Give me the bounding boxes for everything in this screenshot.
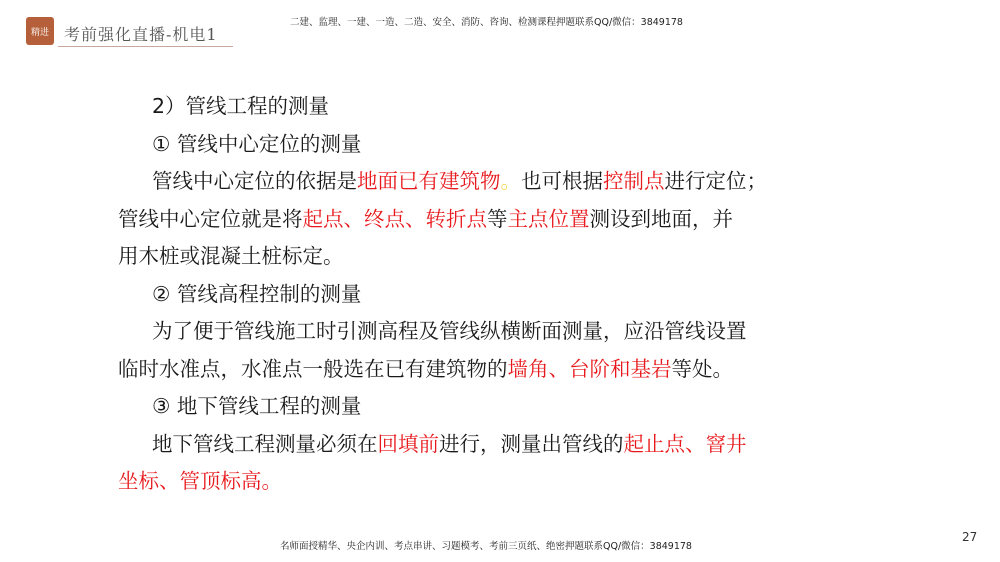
header-divider: [58, 46, 233, 47]
brand-logo: [26, 17, 54, 45]
slide-body: [118, 88, 818, 501]
text-run: 测设到地面，并: [589, 206, 733, 231]
page-number: 27: [962, 530, 978, 544]
text-run: 管线中心定位就是将: [118, 206, 303, 231]
highlight-text: 起止点、窨井: [623, 431, 747, 456]
paragraph-line: [118, 201, 818, 239]
text-run: 。: [500, 169, 521, 193]
highlight-text: 起点、终点、转折点: [302, 206, 487, 231]
text-run: 进行，测量出管线的: [439, 431, 624, 456]
subsection-heading-underground: ③ 地下管线工程的测量: [152, 394, 362, 418]
highlight-text: 主点位置: [507, 206, 590, 231]
subsection-heading-elevation-control: ② 管线高程控制的测量: [152, 281, 362, 306]
text-run: 管线中心定位的依据是: [152, 169, 357, 193]
text-run: 地下管线工程测量必须在: [152, 431, 378, 456]
course-title: 考前强化直播-机电1: [64, 25, 218, 44]
section-heading: 2）管线工程的测量: [152, 94, 330, 118]
highlight-text: 墙角、台阶和基岩: [507, 356, 672, 381]
highlight-text: 控制点: [603, 169, 665, 193]
text-run: 临时水准点，水准点一般选在已有建筑物的: [118, 356, 508, 381]
logo-text: 精进: [30, 27, 49, 38]
paragraph-line: [118, 351, 818, 389]
subsection-heading-center-positioning: ① 管线中心定位的测量: [152, 131, 362, 156]
text-run: 等处。: [671, 356, 733, 381]
paragraph-line: 用木桩或混凝土桩标定。: [118, 244, 344, 268]
highlight-text: 地面已有建筑物: [357, 169, 501, 193]
paragraph-line: 为了便于管线施工时引测高程及管线纵横断面测量，应沿管线设置: [152, 319, 747, 343]
text-run: 也可根据: [521, 169, 603, 193]
text-run: 等: [487, 206, 508, 231]
highlight-text: 回填前: [377, 431, 439, 456]
paragraph-line: [118, 426, 818, 464]
text-run: 进行定位；: [664, 169, 767, 193]
bottom-contact-notice: 名师面授精华、央企内训、考点串讲、习题模考、考前三页纸、绝密押题联系QQ/微信：3849178: [280, 541, 692, 552]
top-contact-notice: 二建、监理、一建、一造、二造、安全、消防、咨询、检测课程押题联系QQ/微信：3849178: [290, 17, 683, 28]
paragraph-line-highlight: 坐标、管顶标高。: [118, 469, 282, 493]
paragraph-line: [118, 163, 818, 201]
